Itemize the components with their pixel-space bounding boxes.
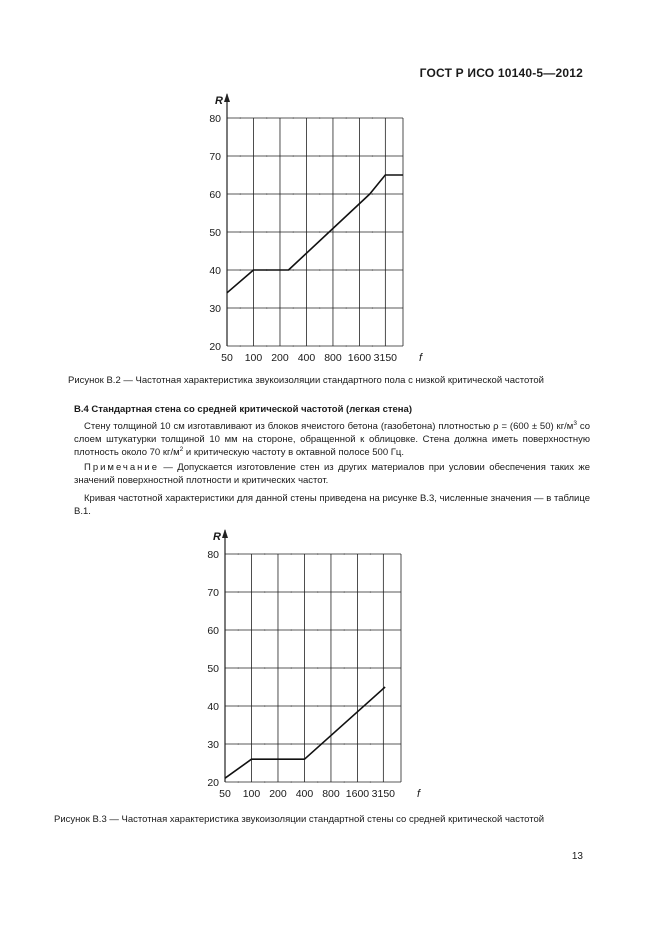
minor-tick: [343, 591, 345, 593]
minor-tick: [372, 345, 374, 347]
minor-tick: [290, 591, 292, 593]
minor-tick: [239, 155, 241, 157]
x-tick-label: 400: [295, 788, 314, 800]
minor-tick: [290, 629, 292, 631]
minor-tick: [372, 193, 374, 195]
minor-tick: [266, 307, 268, 309]
minor-tick: [372, 155, 374, 157]
minor-tick: [264, 743, 266, 745]
y-tick-label: 40: [207, 701, 219, 713]
minor-tick: [345, 193, 347, 195]
y-tick-label: 20: [207, 777, 219, 789]
paragraph-2: Кривая частотной характеристики для данной стены приведена на рисунке В.3, численные значения — в таблице В.1.: [74, 493, 590, 517]
y-tick-label: 70: [209, 151, 221, 163]
x-tick-label: 50: [219, 788, 231, 800]
minor-tick: [237, 667, 239, 669]
minor-tick: [370, 705, 372, 707]
minor-tick: [372, 117, 374, 119]
y-axis-title: R: [213, 531, 221, 543]
minor-tick: [345, 231, 347, 233]
superscript-3: 3: [573, 419, 577, 427]
x-axis-title: f: [419, 352, 423, 364]
minor-tick: [319, 117, 321, 119]
x-axis-title: f: [417, 788, 421, 800]
minor-tick: [372, 269, 374, 271]
minor-tick: [290, 705, 292, 707]
minor-tick: [317, 629, 319, 631]
x-tick-label: 50: [221, 352, 233, 364]
minor-tick: [370, 781, 372, 783]
minor-tick: [237, 743, 239, 745]
x-tick-label: 400: [297, 352, 316, 364]
minor-tick: [290, 781, 292, 783]
minor-tick: [319, 307, 321, 309]
x-tick-label: 3150: [371, 788, 396, 800]
minor-tick: [239, 193, 241, 195]
minor-tick: [343, 743, 345, 745]
minor-tick: [237, 705, 239, 707]
minor-tick: [345, 269, 347, 271]
minor-tick: [292, 155, 294, 157]
minor-tick: [290, 667, 292, 669]
note-paragraph: [74, 461, 590, 487]
minor-tick: [343, 667, 345, 669]
x-tick-label: 200: [271, 352, 289, 364]
minor-tick: [370, 591, 372, 593]
figure-b3-caption: Рисунок В.3 — Частотная характеристика звукоизоляции стандартной стены со средней критической частотой: [54, 814, 545, 825]
y-tick-label: 60: [209, 189, 221, 201]
minor-tick: [264, 781, 266, 783]
y-axis-arrow: [222, 529, 228, 538]
x-tick-label: 3150: [373, 352, 398, 364]
minor-tick: [370, 743, 372, 745]
minor-tick: [264, 553, 266, 555]
paragraph-1-line-c: плотность около 70 кг/м: [74, 447, 180, 458]
minor-tick: [264, 705, 266, 707]
minor-tick: [370, 667, 372, 669]
minor-tick: [317, 553, 319, 555]
x-tick-label: 800: [322, 788, 340, 800]
minor-tick: [372, 231, 374, 233]
minor-tick: [237, 591, 239, 593]
chart-figure-b3: [203, 526, 433, 806]
x-tick-label: 200: [269, 788, 287, 800]
y-tick-label: 70: [207, 587, 219, 599]
y-tick-label: 60: [207, 625, 219, 637]
y-tick-label: 20: [209, 341, 221, 353]
minor-tick: [237, 781, 239, 783]
minor-tick: [370, 629, 372, 631]
minor-tick: [266, 193, 268, 195]
y-tick-label: 50: [207, 663, 219, 675]
minor-tick: [317, 743, 319, 745]
minor-tick: [345, 345, 347, 347]
minor-tick: [319, 231, 321, 233]
page-number: 13: [571, 851, 583, 862]
minor-tick: [237, 629, 239, 631]
x-tick-label: 100: [244, 352, 263, 364]
note-text: — Допускается изготовление стен из других материалов при условии обеспечения таких же значений поверхностной плотности и критических частот.: [74, 462, 590, 486]
minor-tick: [292, 117, 294, 119]
minor-tick: [264, 667, 266, 669]
minor-tick: [319, 193, 321, 195]
minor-tick: [317, 591, 319, 593]
minor-tick: [343, 629, 345, 631]
section-b4-heading: В.4 Стандартная стена со средней критической частотой (легкая стена): [74, 404, 412, 415]
minor-tick: [266, 155, 268, 157]
y-tick-label: 30: [207, 739, 219, 751]
x-tick-label: 1600: [347, 352, 372, 364]
minor-tick: [292, 307, 294, 309]
y-tick-label: 80: [207, 549, 219, 561]
minor-tick: [237, 553, 239, 555]
minor-tick: [264, 591, 266, 593]
minor-tick: [343, 553, 345, 555]
minor-tick: [372, 307, 374, 309]
y-tick-label: 30: [209, 303, 221, 315]
y-tick-label: 50: [209, 227, 221, 239]
chart-figure-b2: [205, 90, 435, 370]
document-header: ГОСТ Р ИСО 10140-5—2012: [419, 66, 583, 80]
minor-tick: [319, 155, 321, 157]
y-tick-label: 40: [209, 265, 221, 277]
minor-tick: [370, 553, 372, 555]
minor-tick: [239, 269, 241, 271]
series-line: [225, 687, 385, 778]
minor-tick: [343, 781, 345, 783]
minor-tick: [266, 231, 268, 233]
minor-tick: [319, 269, 321, 271]
minor-tick: [343, 705, 345, 707]
minor-tick: [239, 307, 241, 309]
y-axis-title: R: [215, 95, 223, 107]
minor-tick: [317, 781, 319, 783]
minor-tick: [319, 345, 321, 347]
minor-tick: [239, 117, 241, 119]
minor-tick: [290, 553, 292, 555]
figure-b2-caption: Рисунок В.2 — Частотная характеристика звукоизоляции стандартного пола с низкой критической частотой: [68, 375, 544, 386]
minor-tick: [266, 117, 268, 119]
minor-tick: [345, 117, 347, 119]
minor-tick: [292, 269, 294, 271]
minor-tick: [264, 629, 266, 631]
note-label: Примечание: [84, 462, 159, 473]
paragraph-1: [74, 420, 590, 459]
minor-tick: [317, 705, 319, 707]
minor-tick: [292, 193, 294, 195]
superscript-2: 2: [179, 445, 184, 453]
x-tick-label: 1600: [345, 788, 370, 800]
paragraph-1-line-d: и критическую частоту в октавной полосе 500 Гц.: [183, 447, 404, 458]
minor-tick: [239, 231, 241, 233]
minor-tick: [239, 345, 241, 347]
minor-tick: [266, 345, 268, 347]
minor-tick: [345, 307, 347, 309]
minor-tick: [317, 667, 319, 669]
x-tick-label: 100: [242, 788, 261, 800]
minor-tick: [292, 231, 294, 233]
y-tick-label: 80: [209, 113, 221, 125]
y-axis-arrow: [224, 93, 230, 102]
paragraph-1-line-a: Стену толщиной 10 см изготавливают из блоков ячеистого бетона (газобетона) плотностью ρ = (600 ± 50) кг/м: [84, 421, 574, 432]
minor-tick: [292, 345, 294, 347]
minor-tick: [290, 743, 292, 745]
x-tick-label: 800: [324, 352, 342, 364]
paragraph-1-line-b: со слоем штукатурки толщиной 10 мм на стороне, обращенной к облицовке. Стена должна иметь поверхностную: [74, 421, 590, 445]
minor-tick: [345, 155, 347, 157]
